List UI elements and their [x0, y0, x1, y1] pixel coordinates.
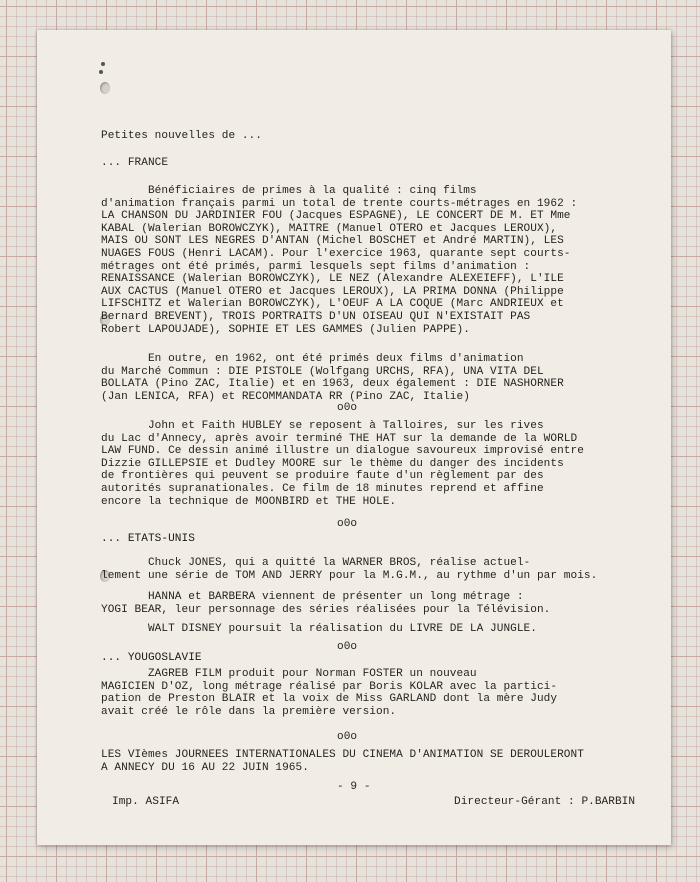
punch-hole-top: [100, 82, 110, 94]
ink-dot: [99, 70, 103, 74]
france-paragraph-marche-commun: En outre, en 1962, ont été primés deux films d'animation du Marché Commun : DIE PISTOLE (Wolfgang URCHS, RFA), UNA VITA DEL BOLLATA (Pino ZAC, Italie) et en 1963, deux également : DIE NASHORNER (Jan LENICA, RFA) et RECOMMANDATA RR (Pino ZAC, Italie): [101, 353, 564, 403]
footer-printer: Imp. ASIFA: [112, 796, 180, 808]
closing-announcement: LES VIèmes JOURNEES INTERNATIONALES DU CINEMA D'ANIMATION SE DEROULERONT A ANNECY DU 16 AU 22 JUIN 1965.: [101, 749, 584, 774]
section-heading-usa: ... ETATS-UNIS: [101, 533, 195, 545]
separator: o0o: [337, 641, 358, 653]
usa-paragraph-jones: Chuck JONES, qui a quitté la WARNER BROS, réalise actuel- lement une série de TOM AND JERRY pour la M.G.M., au rythme d'un par mois.: [101, 557, 598, 582]
usa-paragraph-disney: WALT DISNEY poursuit la réalisation du LIVRE DE LA JUNGLE.: [101, 623, 537, 635]
section-heading-france: ... FRANCE: [101, 157, 169, 169]
separator: o0o: [337, 518, 358, 530]
usa-paragraph-hanna-barbera: HANNA et BARBERA viennent de présenter un long métrage : YOGI BEAR, leur personnage des séries réalisées pour la Télévision.: [101, 591, 551, 616]
france-paragraph-hubley: John et Faith HUBLEY se reposent à Talloires, sur les rives du Lac d'Annecy, après avoir terminé THE HAT sur la demande de la WORLD LAW FUND. Ce dessin animé illustre un dialogue savoureux improvisé entre Dizzie GILLEPSIE et Dudley MOORE sur le thème du danger des incidents de frontières qui peuvent se produire faute d'un règlement par des autorités supranationales. Ce film de 18 minutes reprend et affine encore la technique de MOONBIRD et THE HOLE.: [101, 420, 584, 508]
section-heading-yugoslavia: ... YOUGOSLAVIE: [101, 652, 202, 664]
separator: o0o: [337, 731, 358, 743]
page-number: - 9 -: [337, 781, 371, 793]
footer-director: Directeur-Gérant : P.BARBIN: [454, 796, 636, 808]
page-header: Petites nouvelles de ...: [101, 130, 262, 142]
france-paragraph-primes: Bénéficiaires de primes à la qualité : cinq films d'animation français parmi un total de trente courts-métrages en 1962 : LA CHANSON DU JARDINIER FOU (Jacques ESPAGNE), LE CONCERT DE M. ET Mme KABAL (Walerian BOROWCZYK), MAITRE (Manuel OTERO et Jacques LEROUX), MAIS OU SONT LES NEGRES D'ANTAN (Michel BOSCHET et André MARTIN), LES NUAGES FOUS (Henri LACAM). Pour l'exercice 1963, quarante sept courts- métrages ont été primés, parmi lesquels sept films d'animation : RENAISSANCE (Walerian BOROWCZYK), LE NEZ (Alexandre ALEXEIEFF), L'ILE AUX CACTUS (Manuel OTERO et Jacques LEROUX), LA PRIMA DONNA (Philippe LIFSCHITZ et Walerian BOROWCZYK), L'OEUF A LA COQUE (Marc ANDRIEUX et Bernard BREVENT), TROIS PORTRAITS D'UN OISEAU QUI N'EXISTAIT PAS Robert LAPOUJADE), SOPHIE ET LES GAMMES (Julien PAPPE).: [101, 185, 578, 336]
ink-dot: [101, 62, 105, 66]
separator: o0o: [337, 402, 358, 414]
yugoslavia-paragraph-zagreb: ZAGREB FILM produit pour Norman FOSTER un nouveau MAGICIEN D'OZ, long métrage réalisé par Boris KOLAR avec la partici- pation de Preston BLAIR et la voix de Miss GARLAND dont la mère Judy avait créé le rôle dans la première version.: [101, 668, 558, 718]
